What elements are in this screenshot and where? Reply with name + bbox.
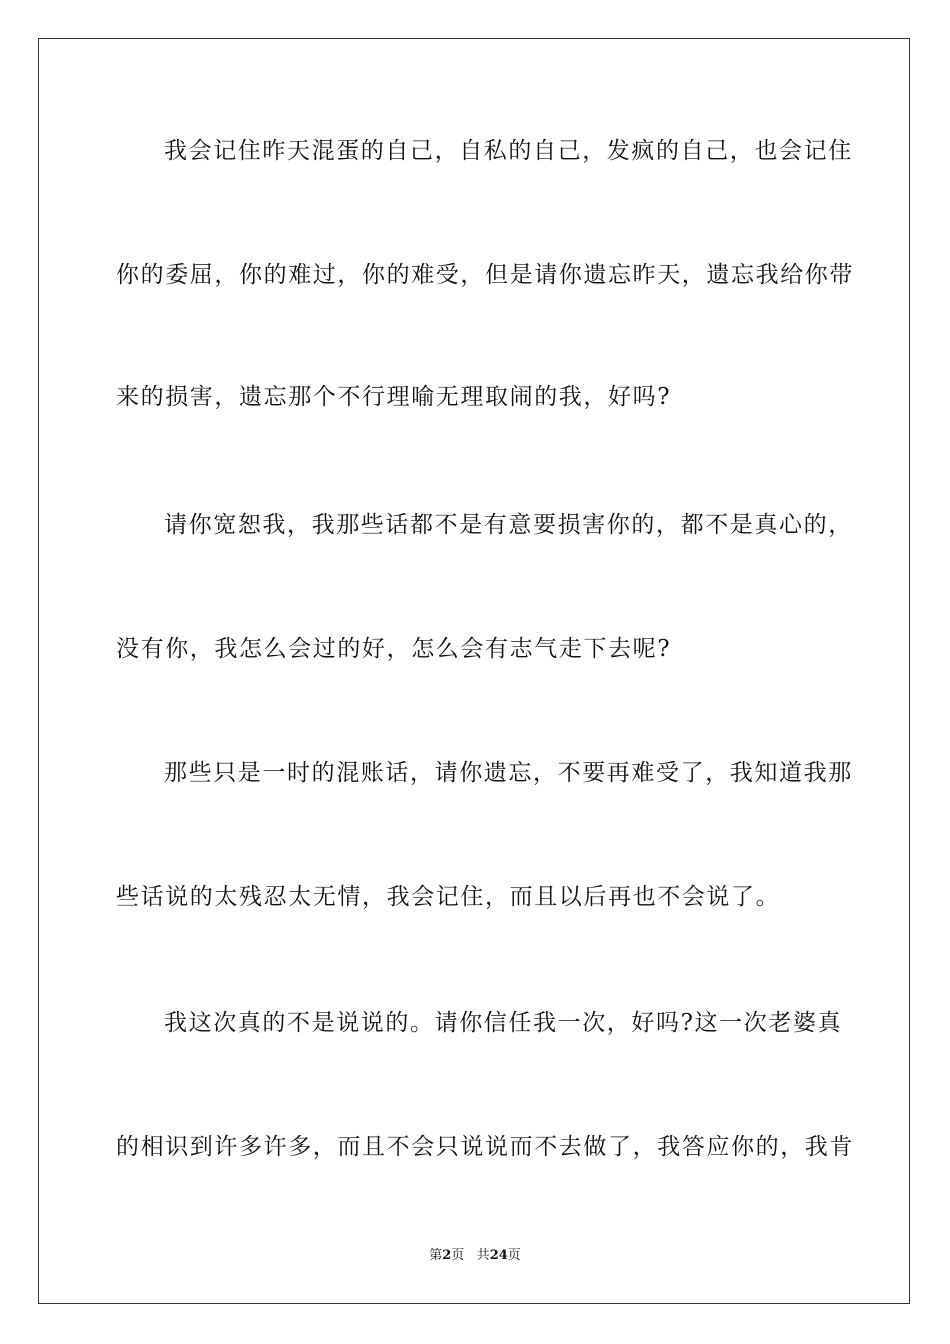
total-suffix: 页 bbox=[507, 1248, 521, 1263]
total-pages: 24 bbox=[489, 1248, 508, 1263]
paragraph-2-line-2: 没有你，我怎么会过的好，怎么会有志气走下去呢? bbox=[116, 636, 672, 662]
paragraph-4-line-2: 的相识到许多许多，而且不会只说说而不去做了，我答应你的，我肯 bbox=[116, 1134, 854, 1160]
page-border bbox=[38, 38, 910, 1304]
page-prefix: 第 bbox=[429, 1248, 443, 1263]
paragraph-1-line-3: 来的损害，遗忘那个不行理喻无理取闹的我，好吗? bbox=[116, 384, 672, 410]
paragraph-3-line-2: 些话说的太残忍太无情，我会记住，而且以后再也不会说了。 bbox=[116, 884, 781, 910]
page-number: 2 bbox=[442, 1248, 452, 1263]
paragraph-2-line-1: 请你宽恕我，我那些话都不是有意要损害你的，都不是真心的， bbox=[164, 512, 853, 538]
paragraph-1-line-1: 我会记住昨天混蛋的自己，自私的自己，发疯的自己，也会记住 bbox=[164, 138, 853, 164]
paragraph-1-line-2: 你的委屈，你的难过，你的难受，但是请你遗忘昨天，遗忘我给你带 bbox=[116, 262, 854, 288]
paragraph-3-line-1: 那些只是一时的混账话，请你遗忘，不要再难受了，我知道我那 bbox=[164, 760, 853, 786]
page-footer bbox=[0, 1248, 950, 1264]
total-prefix: 共 bbox=[476, 1248, 490, 1263]
paragraph-4-line-1: 我这次真的不是说说的。请你信任我一次，好吗?这一次老婆真 bbox=[164, 1010, 843, 1036]
page-suffix: 页 bbox=[451, 1248, 465, 1263]
